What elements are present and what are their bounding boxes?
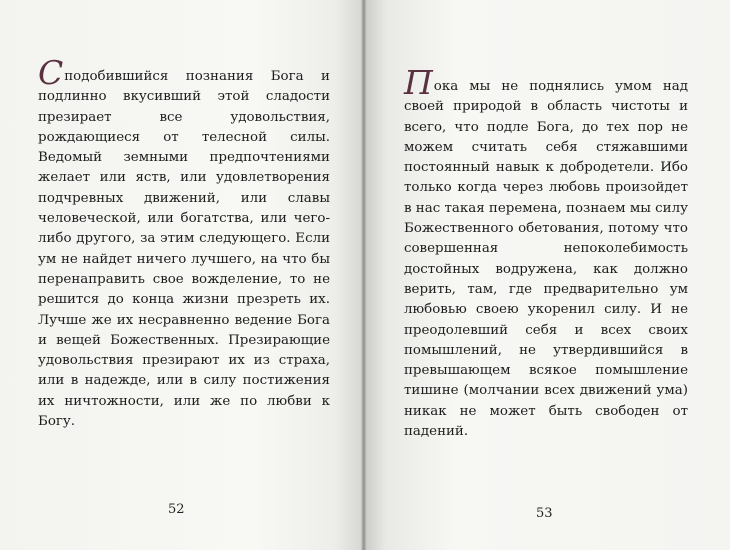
right-page (364, 0, 730, 550)
book-gutter (361, 0, 366, 550)
left-page-dropcap: С (38, 53, 64, 92)
left-page-body: подобившийся познания Бога и подлинно вкусивший этой сладости презирает все удовольствия, рождающиеся от телесной силы. Ведомый земными предпочтениями желает или яств, или удовлетворения подчревных движений, или славы человеческой, или богатства, или чего-либо другого, за этим следующего. Если ум не найдет ничего лучшего, на что бы перенаправить свое вожделение, то не решится до конца жизни презреть их. Лучше же их несравненно ведение Бога и вещей Божественных. Презирающие удовольствия презирают их из страха, или в надежде, или в силу постижения их ничтожности, или же по любви к Богу. (38, 69, 330, 430)
left-page (0, 0, 364, 550)
right-page-text (404, 63, 688, 442)
left-page-number: 52 (168, 502, 185, 517)
right-page-dropcap: П (404, 63, 433, 102)
right-page-number: 53 (536, 506, 553, 521)
right-page-body: ока мы не поднялись умом над своей природой в область чистоты и всего, что подле Бога, до тех пор не можем считать себя стяжавшими постоянный навык к добродетели. Ибо только когда через любовь произойдет в нас такая перемена, познаем мы силу Божественного обетования, потому что совершенная непоколебимость достойных водружена, как должно верить, там, где предварительно ум любовью своею укоренил силу. И не преодолевший себя и всех своих помышлений, не утвердившийся в превышающем всякое помышление тишине (молчании всех движений ума) никак не может быть свободен от падений. (404, 79, 688, 440)
left-page-text (38, 53, 330, 432)
